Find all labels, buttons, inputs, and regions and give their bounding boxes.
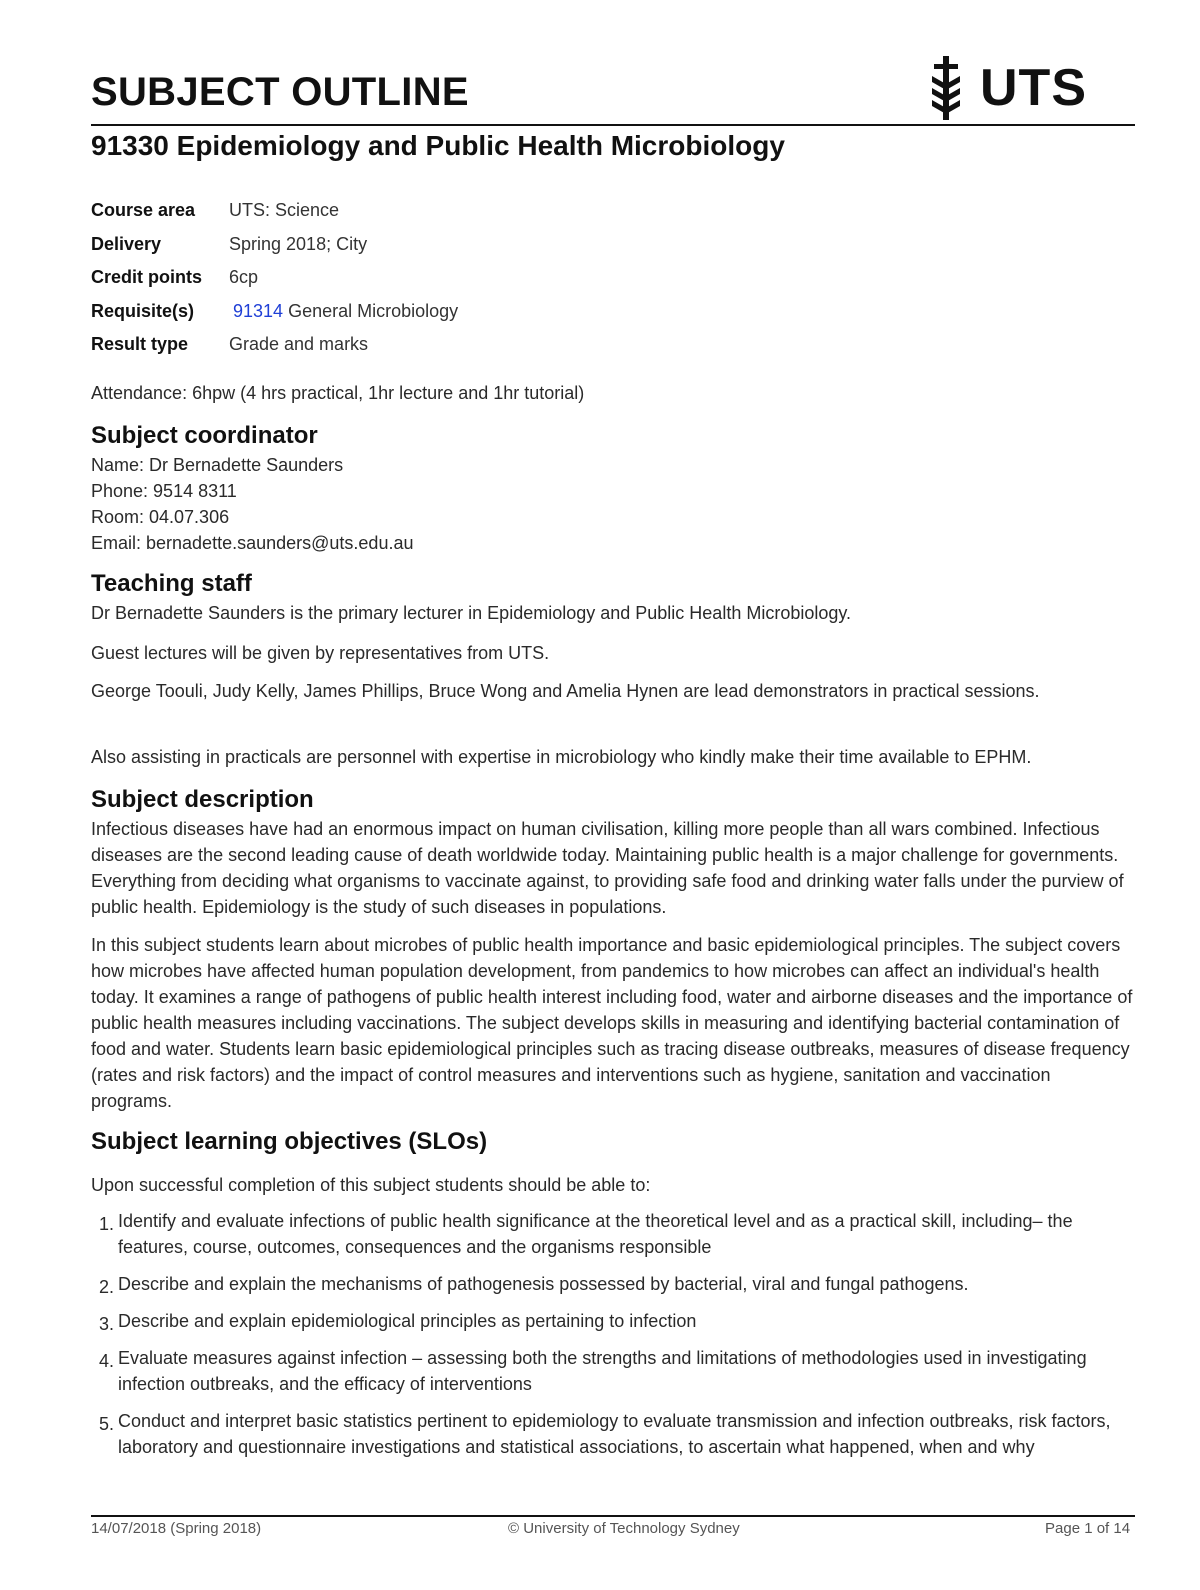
- detail-row: [91, 295, 458, 329]
- coordinator-room: Room: 04.07.306: [91, 507, 230, 527]
- staff-paragraph: Guest lectures will be given by representatives from UTS.: [91, 643, 550, 663]
- list-item: [91, 1308, 1136, 1334]
- footer-copyright: © University of Technology Sydney: [508, 1520, 740, 1537]
- slo-number: 3.: [99, 1314, 115, 1334]
- footer-divider: [91, 1515, 1135, 1517]
- coordinator-phone: Phone: 9514 8311: [91, 481, 237, 501]
- requisite-link[interactable]: 91314: [233, 300, 284, 321]
- staff-paragraph: Dr Bernadette Saunders is the primary lecturer in Epidemiology and Public Health Microbiology.: [91, 603, 852, 623]
- staff-paragraph: Also assisting in practicals are personnel with expertise in microbiology who kindly make their time available to EPHM.: [91, 747, 1032, 767]
- detail-row: [91, 194, 458, 228]
- slo-text: Conduct and interpret basic statistics pertinent to epidemiology to evaluate transmission and infection outbreaks, risk factors, laboratory and questionnaire investigations and statistical associations, to ascertain what happened, when and why: [118, 1411, 1111, 1457]
- subject-title: 91330 Epidemiology and Public Health Microbiology: [91, 130, 785, 161]
- subject-details-table: [91, 194, 458, 362]
- teaching-staff-heading: Teaching staff: [91, 570, 252, 597]
- slo-text: Describe and explain the mechanisms of pathogenesis possessed by bacterial, viral and fungal pathogens.: [118, 1274, 969, 1294]
- document-title: SUBJECT OUTLINE: [91, 70, 469, 114]
- detail-value: [229, 295, 458, 329]
- slo-list: [91, 1208, 1136, 1471]
- list-item: [91, 1271, 1136, 1297]
- description-paragraph: In this subject students learn about microbes of public health importance and basic epidemiological principles. The subject covers how microbes have affected human population development, from pandemics to how microbes can affect an individual's health today. It examines a range of pathogens of public health interest including food, water and airborne diseases and the importance of public health measures including vaccinations. The subject develops skills in measuring and identifying bacterial contamination of food and water. Students learn basic epidemiological principles such as tracing disease outbreaks, measures of disease frequency (rates and risk factors) and the impact of control measures and interventions such as hygiene, sanitation and vaccination programs.: [91, 935, 1133, 1111]
- slo-number: 1.: [99, 1214, 115, 1234]
- requisite-name: General Microbiology: [288, 300, 459, 321]
- detail-label: Delivery: [91, 233, 162, 254]
- detail-value: Grade and marks: [229, 334, 369, 355]
- footer-date: 14/07/2018 (Spring 2018): [91, 1520, 262, 1537]
- detail-value: UTS: Science: [229, 200, 340, 221]
- description-heading: Subject description: [91, 786, 314, 813]
- coordinator-heading: Subject coordinator: [91, 422, 318, 449]
- slo-text: Describe and explain epidemiological principles as pertaining to infection: [118, 1311, 697, 1331]
- coordinator-email: Email: bernadette.saunders@uts.edu.au: [91, 533, 414, 553]
- staff-paragraph: George Toouli, Judy Kelly, James Phillips, Bruce Wong and Amelia Hynen are lead demonstrators in practical sessions.: [91, 681, 1040, 701]
- list-item: [91, 1408, 1136, 1460]
- list-item: [91, 1208, 1136, 1260]
- detail-row: [91, 228, 458, 262]
- uts-logo-text: UTS: [980, 59, 1087, 117]
- list-item: [91, 1345, 1136, 1397]
- coordinator-details: [91, 452, 1136, 556]
- slos-intro: Upon successful completion of this subject students should be able to:: [91, 1175, 651, 1195]
- uts-crest-icon: [926, 56, 966, 120]
- slo-number: 4.: [99, 1351, 115, 1371]
- slo-text: Identify and evaluate infections of public health significance at the theoretical level and as a practical skill, including– the features, course, outcomes, consequences and the organisms responsible: [118, 1211, 1073, 1257]
- coordinator-name: Name: Dr Bernadette Saunders: [91, 455, 344, 475]
- detail-label: Credit points: [91, 267, 202, 288]
- attendance-text: Attendance: 6hpw (4 hrs practical, 1hr lecture and 1hr tutorial): [91, 383, 585, 403]
- detail-row: [91, 261, 458, 295]
- footer-page-number: Page 1 of 14: [1045, 1520, 1131, 1537]
- uts-logo: [926, 52, 1096, 124]
- description-paragraph: Infectious diseases have had an enormous impact on human civilisation, killing more people than all wars combined. Infectious diseases are the second leading cause of death worldwide today. Maintaining public health is a major challenge for governments. Everything from deciding what organisms to vaccinate against, to providing safe food and drinking water falls under the purview of public health. Epidemiology is the study of such diseases in populations.: [91, 819, 1124, 917]
- detail-label: Result type: [91, 334, 189, 355]
- header-divider: [91, 124, 1135, 126]
- detail-label: Requisite(s): [91, 300, 195, 321]
- slo-number: 5.: [99, 1414, 115, 1434]
- slo-text: Evaluate measures against infection – assessing both the strengths and limitations of methodologies used in investigating infection outbreaks, and the efficacy of interventions: [118, 1348, 1087, 1394]
- detail-value: Spring 2018; City: [229, 233, 368, 254]
- detail-value: 6cp: [229, 267, 259, 288]
- detail-label: Course area: [91, 200, 196, 221]
- slo-number: 2.: [99, 1277, 115, 1297]
- slos-heading: Subject learning objectives (SLOs): [91, 1128, 488, 1155]
- detail-row: [91, 328, 458, 362]
